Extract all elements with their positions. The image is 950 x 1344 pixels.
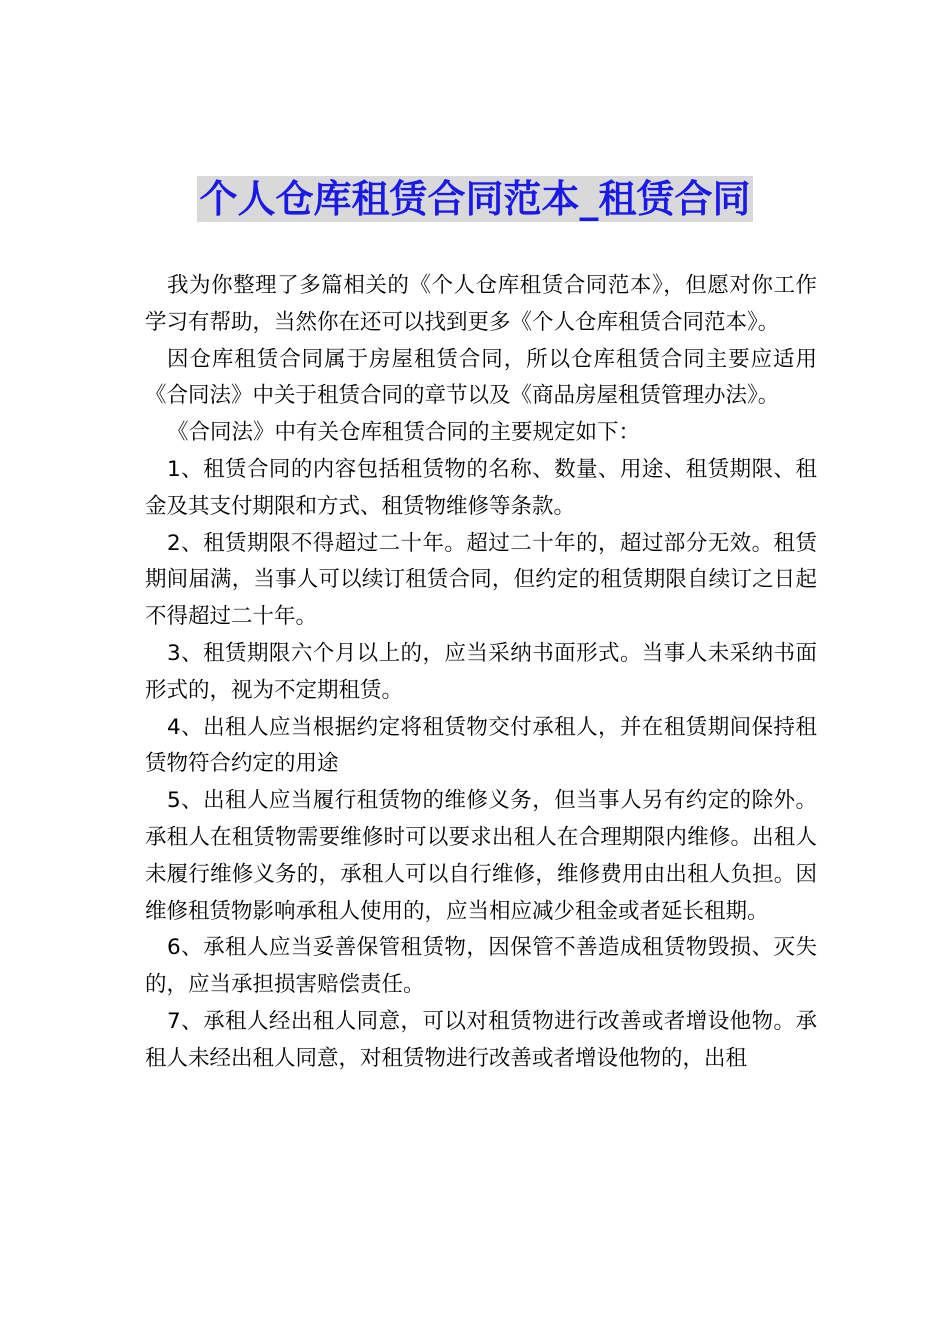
paragraph-item-6: 6、承租人应当妥善保管租赁物，因保管不善造成租赁物毁损、灭失的，应当承担损害赔偿责任。 <box>145 935 817 998</box>
paragraph-item-5: 5、出租人应当履行租赁物的维修义务，但当事人另有约定的除外。承租人在租赁物需要维修时可以要求出租人在合理期限内维修。出租人未履行维修义务的，承租人可以自行维修，维修费用由出租人负担。因维修租赁物影响承租人使用的，应当相应减少租金或者延长租期。 <box>145 788 817 924</box>
paragraph-provisions-heading: 《合同法》中有关仓库租赁合同的主要规定如下： <box>167 420 641 446</box>
paragraph-item-3: 3、租赁期限六个月以上的，应当采纳书面形式。当事人未采纳书面形式的，视为不定期租赁。 <box>145 640 817 703</box>
title-container <box>0 176 950 222</box>
paragraph-item-7: 7、承租人经出租人同意，可以对租赁物进行改善或者增设他物。承租人未经出租人同意，对租赁物进行改善或者增设他物的，出租 <box>145 1008 817 1071</box>
paragraph-intro: 我为你整理了多篇相关的《个人仓库租赁合同范本》，但愿对你工作学习有帮助，当然你在还可以找到更多《个人仓库租赁合同范本》。 <box>145 273 817 335</box>
paragraph-item-4: 4、出租人应当根据约定将租赁物交付承租人，并在租赁期间保持租赁物符合约定的用途 <box>145 714 817 777</box>
paragraph-item-2: 2、租赁期限不得超过二十年。超过二十年的，超过部分无效。租赁期间届满，当事人可以续订租赁合同，但约定的租赁期限自续订之日起不得超过二十年。 <box>145 530 817 630</box>
paragraph-item-1: 1、租赁合同的内容包括租赁物的名称、数量、用途、租赁期限、租金及其支付期限和方式、租赁物维修等条款。 <box>145 456 817 519</box>
document-body <box>145 268 817 1078</box>
document-title: 个人仓库租赁合同范本_租赁合同 <box>199 177 751 221</box>
paragraph-applicable-law: 因仓库租赁合同属于房屋租赁合同，所以仓库租赁合同主要应适用《合同法》中关于租赁合同的章节以及《商品房屋租赁管理办法》。 <box>145 346 817 409</box>
